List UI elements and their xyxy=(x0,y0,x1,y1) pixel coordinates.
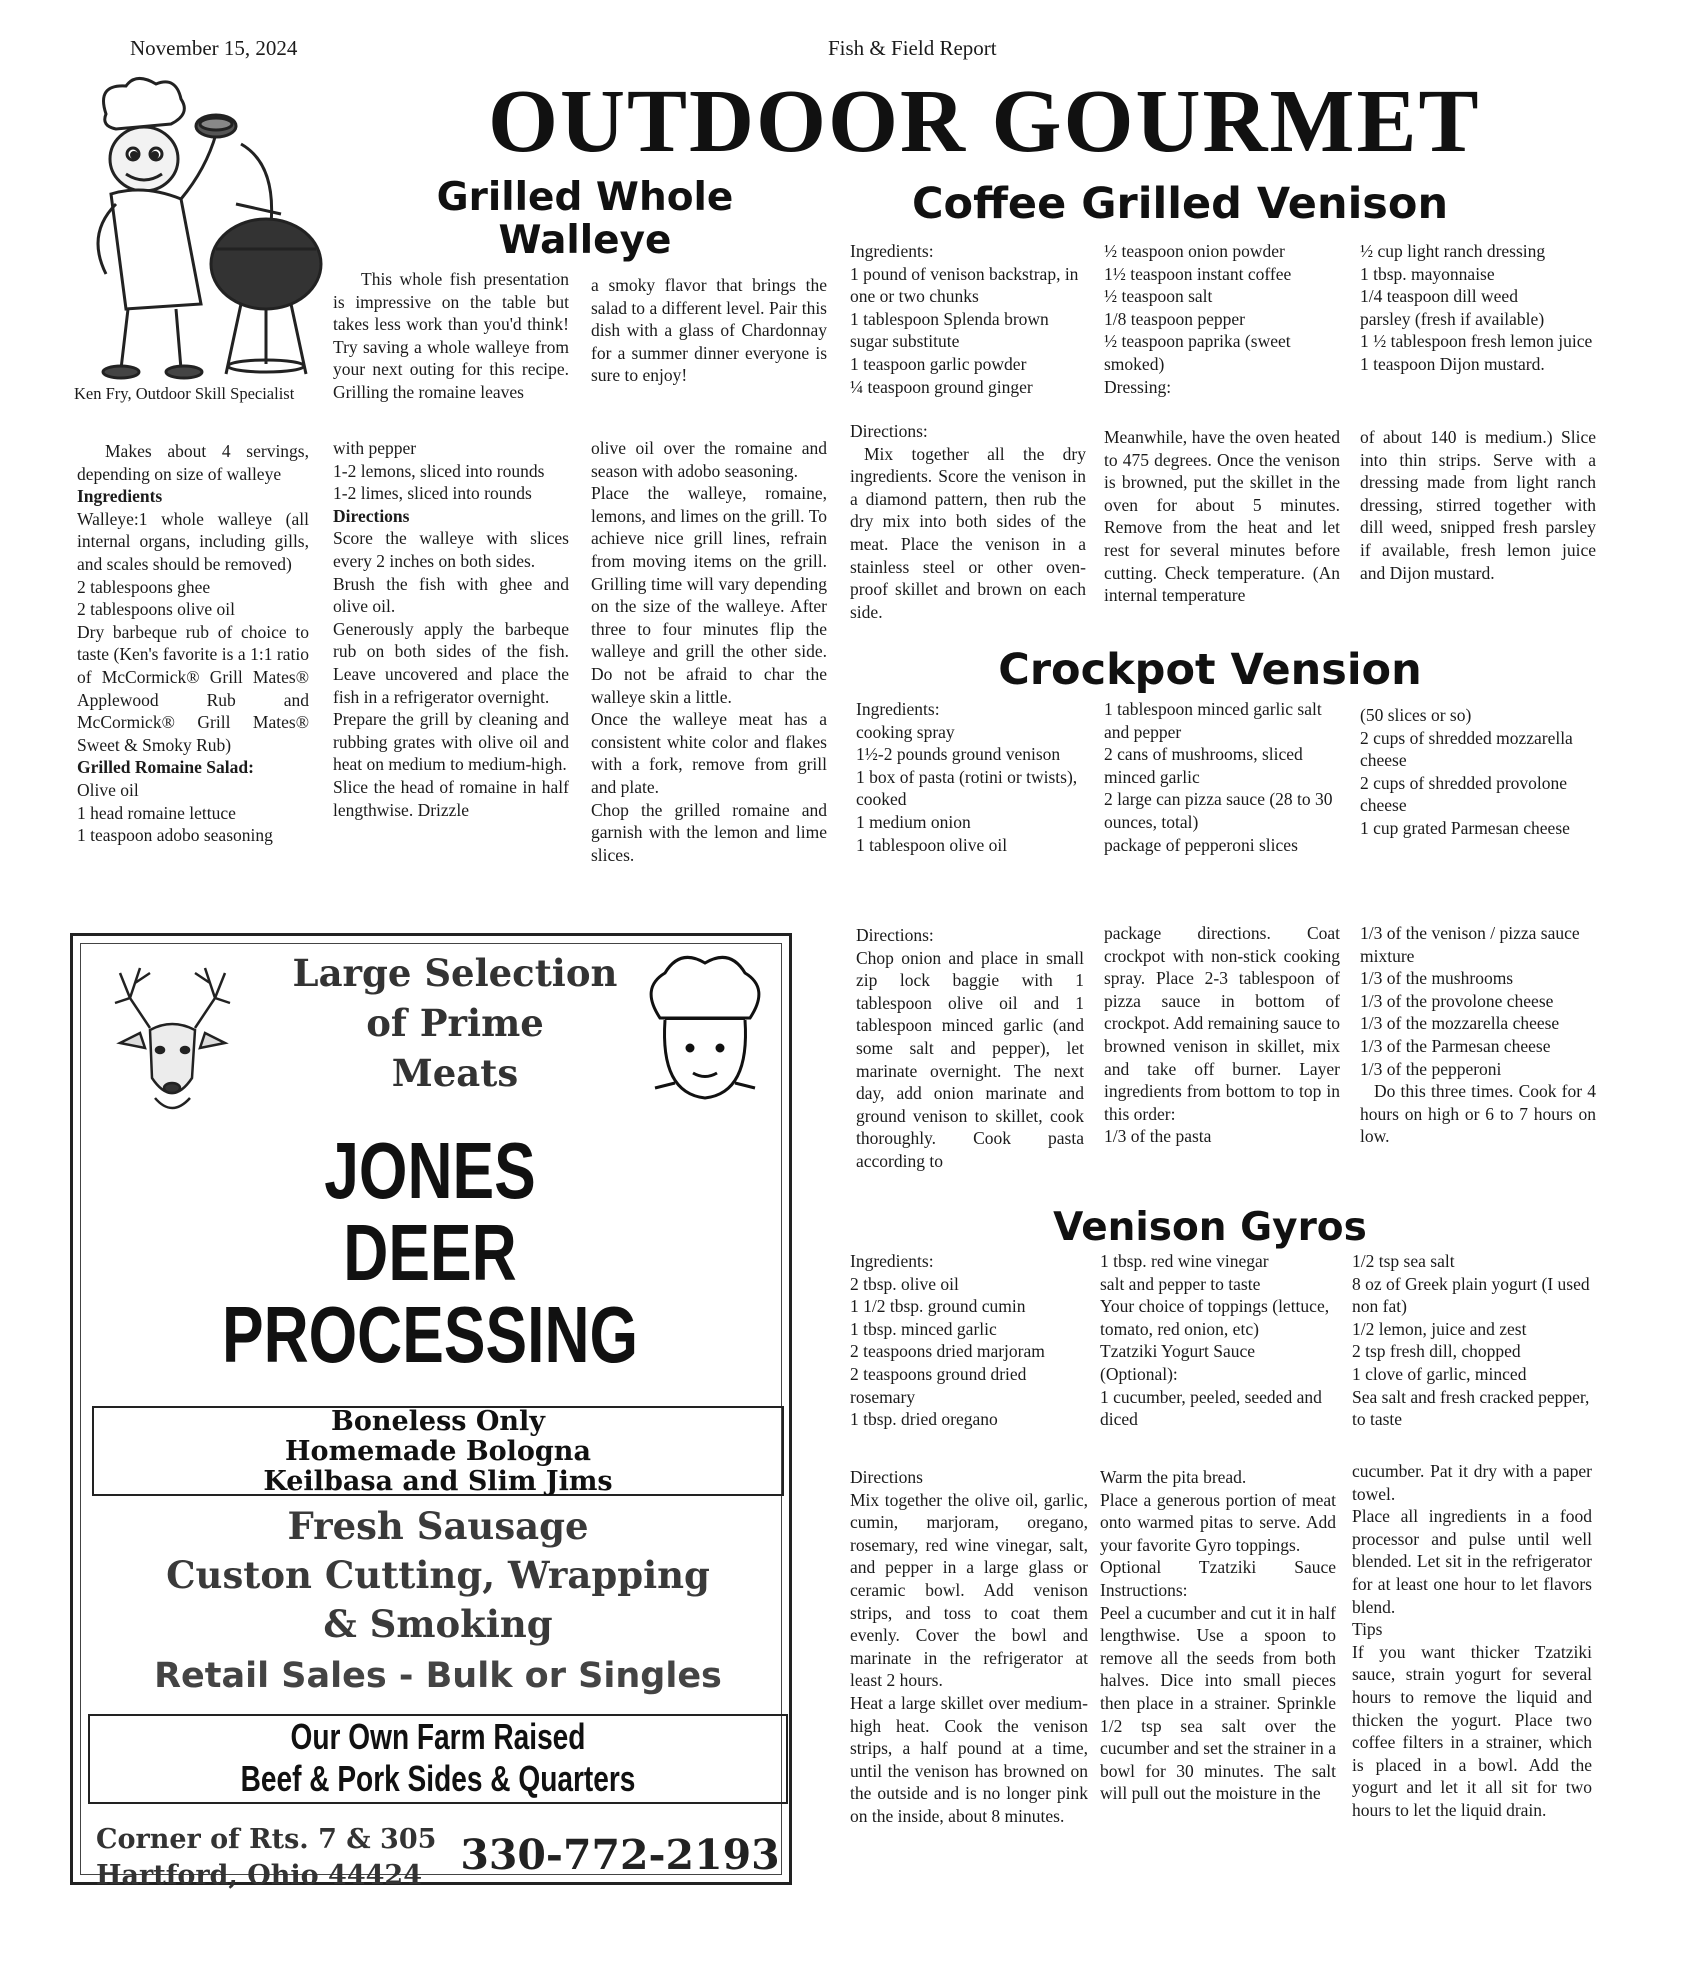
gyros-direction: Warm the pita bread. xyxy=(1100,1467,1247,1487)
walleye-salad-ingredient: 1-2 limes, sliced into rounds xyxy=(333,483,532,504)
coffee-ingredient: 1 pound of venison backstrap, in one or two chunks xyxy=(850,263,1079,307)
ad-business-name-3: PROCESSING xyxy=(221,1290,639,1379)
crockpot-ingredient: 1 tablespoon olive oil xyxy=(856,834,1008,855)
crockpot-layer: 1/3 of the provolone cheese xyxy=(1360,990,1554,1011)
ad-farm-line: Our Own Farm Raised xyxy=(290,1716,586,1757)
ad-services xyxy=(92,1502,784,1649)
gyros-directions-label: Directions xyxy=(850,1467,923,1487)
crockpot-ingredient: minced garlic xyxy=(1104,766,1200,787)
crockpot-column-1 xyxy=(856,698,1084,856)
walleye-ingredient: Walleye:1 whole walleye (all internal organs, including gills, and scales should be removed) xyxy=(77,508,309,574)
walleye-intro-1: This whole fish presentation is impressive on the table but takes less work than you'd think! Try saving a whole walleye from your next outing for this recipe. Grilling the romaine leaves xyxy=(333,269,569,402)
gyros-directions-3 xyxy=(1352,1460,1592,1822)
crockpot-ingredient: 2 large can pizza sauce (28 to 30 ounces, total) xyxy=(1104,789,1333,832)
walleye-column-3 xyxy=(591,437,827,866)
gyros-direction: Mix together the olive oil, garlic, cumin, marjoram, oregano, rosemary, red wine vinegar, salt, and pepper in a large glass or ceramic bowl. Add venison strips, and toss to coat them evenly. Cover the bowl and marinate in the refrigerator at least 2 hours. xyxy=(850,1489,1088,1691)
gyros-direction: Optional Tzatziki Sauce Instructions: xyxy=(1100,1557,1336,1600)
ad-headline-line-2: of Prime xyxy=(366,1001,544,1045)
gyros-ingredient: 1 tbsp. minced garlic xyxy=(850,1318,997,1339)
coffee-dressing-item: ½ cup light ranch dressing xyxy=(1360,241,1546,261)
crockpot-ingredient: 2 cups of shredded mozzarella cheese xyxy=(1360,727,1573,771)
ad-service: & Smoking xyxy=(323,1602,553,1646)
gyros-column-2 xyxy=(1100,1250,1336,1431)
walleye-column-1 xyxy=(77,440,309,847)
ad-phone: 330-772-2193 xyxy=(460,1831,780,1879)
ad-headline-line-1: Large Selection xyxy=(292,951,618,995)
walleye-salad-ingredient: with pepper xyxy=(333,438,417,458)
ad-retail: Retail Sales - Bulk or Singles xyxy=(154,1656,722,1696)
gyros-directions-2 xyxy=(1100,1466,1336,1805)
ad-farm-line: Beef & Pork Sides & Quarters xyxy=(240,1758,636,1799)
gyros-directions-1 xyxy=(850,1466,1088,1828)
walleye-servings: Makes about 4 servings, depending on size of walleye xyxy=(77,441,309,484)
walleye-direction: olive oil over the romaine and season with adobo seasoning. xyxy=(591,438,827,481)
crockpot-ingredient: package of pepperoni slices xyxy=(1104,834,1298,855)
gyros-title: Venison Gyros xyxy=(1053,1205,1367,1250)
publication-name: Fish & Field Report xyxy=(828,36,997,60)
gyros-ingredient: 2 teaspoons ground dried rosemary xyxy=(850,1363,1027,1407)
crockpot-directions-2 xyxy=(1104,922,1340,1148)
gyros-ingredient: 2 teaspoons dried marjoram xyxy=(850,1341,1045,1362)
coffee-ingredient: ½ teaspoon onion powder xyxy=(1104,241,1285,261)
coffee-ingredients-label: Ingredients: xyxy=(850,241,934,261)
walleye-direction: Slice the head of romaine in half lengthwise. Drizzle xyxy=(333,776,569,820)
walleye-salad-ingredient: 1 head romaine lettuce xyxy=(77,802,236,823)
coffee-directions-2: Meanwhile, have the oven heated to 475 degrees. Once the venison is browned, put the skillet in the oven for about 5 minutes. Remove from the heat and let rest for several minutes before cutting. Check temperature. (An internal temperature xyxy=(1104,427,1340,606)
coffee-dressing-label: Dressing: xyxy=(1104,376,1172,397)
walleye-direction: Once the walleye meat has a consistent white color and flakes with a fork, remove from grill and plate. xyxy=(591,709,827,797)
chef-face-icon xyxy=(635,948,775,1118)
ad-farm xyxy=(165,1716,711,1800)
crockpot-directions-1 xyxy=(856,924,1084,1173)
gyros-ingredient: 2 tbsp. olive oil xyxy=(850,1273,959,1294)
coffee-ingredient: 1 teaspoon garlic powder xyxy=(850,353,1027,374)
crockpot-layer: 1/3 of the venison / pizza sauce mixture xyxy=(1360,923,1580,966)
crockpot-ingredient: 2 cans of mushrooms, sliced xyxy=(1104,744,1303,765)
ad-service: Custon Cutting, Wrapping xyxy=(166,1553,710,1597)
masthead-title: OUTDOOR GOURMET xyxy=(488,72,1481,171)
walleye-direction: Generously apply the barbeque rub on both sides of the fish. Leave uncovered and place the fish in a refrigerator overnight. xyxy=(333,618,569,707)
crockpot-directions-3 xyxy=(1360,922,1596,1148)
coffee-dressing-item: 1 teaspoon Dijon mustard. xyxy=(1360,353,1545,374)
gyros-direction: Place all ingredients in a food processor and pulse until well blended. Let sit in the refrigerator for at least one hour to let flavors blend. xyxy=(1352,1506,1592,1617)
crockpot-direction: Chop onion and place in small zip lock baggie with 1 tablespoon olive oil and 1 tablespoon minced garlic (and some salt and pepper), let marinate overnight. The next day, add onion marinate and ground venison to skillet, cook thoroughly. Cook pasta according to xyxy=(856,947,1084,1171)
walleye-ingredient: 2 tablespoons ghee xyxy=(77,576,211,597)
gyros-ingredient: 8 oz of Greek plain yogurt (I used non fat) xyxy=(1352,1273,1590,1317)
crockpot-ingredient: (50 slices or so) xyxy=(1360,705,1472,725)
crockpot-ingredient: 1 medium onion xyxy=(856,811,971,832)
crockpot-layer: 1/3 of the mozzarella cheese xyxy=(1360,1013,1560,1034)
gyros-direction: Peel a cucumber and cut it in half lengthwise. Use a spoon to remove all the seeds from both halves. Dice into small pieces then place in a strainer. Sprinkle 1/2 tsp sea salt over the cucumber and set the strainer in a bowl for 30 minutes. The salt will pull out the moisture in the xyxy=(1100,1602,1336,1804)
coffee-column-3 xyxy=(1360,240,1596,376)
coffee-dressing-item: 1 ½ tablespoon fresh lemon juice xyxy=(1360,331,1593,352)
deer-head-icon xyxy=(100,958,250,1118)
crockpot-column-3 xyxy=(1360,704,1596,840)
gyros-ingredient: salt and pepper to taste xyxy=(1100,1273,1261,1294)
crockpot-ingredient: 1 tablespoon minced garlic salt and pepper xyxy=(1104,699,1322,742)
gyros-ingredient: Your choice of toppings (lettuce, tomato, red onion, etc) xyxy=(1100,1296,1330,1339)
walleye-direction: Brush the fish with ghee and olive oil. xyxy=(333,573,569,617)
crockpot-direction: Do this three times. Cook for 4 hours on high or 6 to 7 hours on low. xyxy=(1360,1081,1596,1147)
crockpot-column-2 xyxy=(1104,698,1340,856)
crockpot-ingredient: 1 cup grated Parmesan cheese xyxy=(1360,817,1570,838)
walleye-title-line-1: Grilled Whole xyxy=(436,175,734,220)
walleye-salad-ingredient: 1 teaspoon adobo seasoning xyxy=(77,825,273,846)
walleye-title-line-2: Walleye xyxy=(498,218,672,263)
coffee-title: Coffee Grilled Venison xyxy=(912,179,1449,229)
masthead xyxy=(488,70,1481,173)
coffee-dressing-item: parsley (fresh if available) xyxy=(1360,308,1545,329)
ad-service: Fresh Sausage xyxy=(287,1504,589,1548)
walleye-direction: Place the walleye, romaine, lemons, and limes on the grill. To achieve nice grill lines, refrain from moving items on the grill. Grilling time will vary depending on the size of the walleye. After three to four minutes flip the walleye and grill the other side. Do not be afraid to char the walleye skin a little. xyxy=(591,483,827,707)
coffee-dressing-item: 1 tbsp. mayonnaise xyxy=(1360,263,1495,284)
gyros-ingredient: 2 tsp fresh dill, chopped xyxy=(1352,1341,1521,1362)
walleye-ingredient: Dry barbeque rub of choice to taste (Ken's favorite is a 1:1 ratio of McCormick® Grill Mates® Applewood Rub and McCormick® Grill Mates® Sweet & Smoky Rub) xyxy=(77,621,309,755)
walleye-salad-label: Grilled Romaine Salad: xyxy=(77,757,254,778)
crockpot-directions-label: Directions: xyxy=(856,925,934,945)
gyros-ingredient: 1 cucumber, peeled, seeded and diced xyxy=(1100,1386,1322,1430)
issue-date: November 15, 2024 xyxy=(130,36,298,60)
ad-address-line-1: Corner of Rts. 7 & 305 xyxy=(96,1824,437,1855)
gyros-direction: cucumber. Pat it dry with a paper towel. xyxy=(1352,1461,1592,1504)
gyros-direction: Heat a large skillet over medium-high heat. Cook the venison strips, a half pound at a time, until the venison has browned on the outside and is no longer pink on the inside, about 8 minutes. xyxy=(850,1692,1088,1826)
crockpot-layer: 1/3 of the mushrooms xyxy=(1360,968,1514,989)
ad-address-line-2: Hartford, Ohio 44424 xyxy=(96,1860,422,1891)
ad-business-name-2: DEER xyxy=(343,1208,517,1297)
coffee-column-2 xyxy=(1104,240,1340,398)
walleye-column-2 xyxy=(333,437,569,821)
walleye-salad-ingredient: 1-2 lemons, sliced into rounds xyxy=(333,460,545,481)
crockpot-ingredient: 1 box of pasta (rotini or twists), cooked xyxy=(856,766,1078,810)
gyros-direction: Place a generous portion of meat onto warmed pitas to serve. Add your favorite Gyro toppings. xyxy=(1100,1489,1336,1555)
ad-product: Boneless Only xyxy=(331,1406,545,1437)
gyros-ingredient: 1/2 lemon, juice and zest xyxy=(1352,1318,1527,1339)
gyros-ingredient: 1 tbsp. dried oregano xyxy=(850,1409,998,1430)
gyros-ingredient: 1 tbsp. red wine vinegar xyxy=(1100,1251,1269,1271)
coffee-ingredient: ½ teaspoon salt xyxy=(1104,286,1213,307)
crockpot-layer: 1/3 of the pepperoni xyxy=(1360,1058,1502,1079)
coffee-direction: Mix together all the dry ingredients. Score the venison in a diamond pattern, then rub the dry mix into both sides of the meat. Place the venison in a stainless steel or other oven-proof skillet and brown on each side. xyxy=(850,443,1086,622)
walleye-direction: Chop the grilled romaine and garnish with the lemon and lime slices. xyxy=(591,799,827,865)
coffee-directions-1 xyxy=(850,420,1086,623)
coffee-ingredient: 1½ teaspoon instant coffee xyxy=(1104,263,1292,284)
crockpot-ingredient: cooking spray xyxy=(856,721,955,742)
crockpot-ingredients-label: Ingredients: xyxy=(856,699,940,719)
ad-product: Homemade Bologna xyxy=(285,1436,591,1467)
author-caption: Ken Fry, Outdoor Skill Specialist xyxy=(74,384,295,403)
walleye-direction: Score the walleye with slices every 2 inches on both sides. xyxy=(333,528,569,571)
crockpot-ingredient: 1½-2 pounds ground venison xyxy=(856,744,1061,765)
gyros-column-3 xyxy=(1352,1250,1592,1431)
coffee-directions-label: Directions: xyxy=(850,421,928,441)
coffee-dressing-item: 1/4 teaspoon dill weed xyxy=(1360,286,1518,307)
gyros-ingredient: Sea salt and fresh cracked pepper, to taste xyxy=(1352,1386,1590,1430)
ad-products xyxy=(92,1407,784,1497)
gyros-ingredient: 1 1/2 tbsp. ground cumin xyxy=(850,1296,1026,1317)
coffee-ingredient: ½ teaspoon paprika (sweet smoked) xyxy=(1104,331,1291,374)
crockpot-layer: 1/3 of the pasta xyxy=(1104,1126,1212,1147)
coffee-ingredient: 1 tablespoon Splenda brown sugar substitute xyxy=(850,308,1049,352)
walleye-direction: Prepare the grill by cleaning and rubbing grates with olive oil and heat on medium to medium-high. xyxy=(333,709,569,775)
crockpot-direction: package directions. Coat crockpot with non-stick cooking spray. Place 2-3 tablespoon of pizza sauce in bottom of crockpot. Add remaining sauce to browned venison in skillet, mix and take off burner. Layer ingredients from bottom to top in this order: xyxy=(1104,923,1340,1124)
gyros-ingredient: 1/2 tsp sea salt xyxy=(1352,1251,1455,1271)
chef-illustration xyxy=(66,74,336,384)
gyros-ingredient: 1 clove of garlic, minced xyxy=(1352,1363,1527,1384)
ad-business-name xyxy=(188,1126,672,1379)
ad-product: Keilbasa and Slim Jims xyxy=(263,1466,613,1497)
ad-business-name-1: JONES xyxy=(324,1126,536,1215)
gyros-column-1 xyxy=(850,1250,1088,1431)
crockpot-layer: 1/3 of the Parmesan cheese xyxy=(1360,1035,1551,1056)
crockpot-title: Crockpot Vension xyxy=(998,645,1422,695)
coffee-ingredient: ¼ teaspoon ground ginger xyxy=(850,376,1033,397)
gyros-sauce-label: Tzatziki Yogurt Sauce (Optional): xyxy=(1100,1341,1256,1384)
coffee-ingredient: 1/8 teaspoon pepper xyxy=(1104,308,1245,329)
walleye-ingredient: 2 tablespoons olive oil xyxy=(77,599,235,620)
crockpot-ingredient: 2 cups of shredded provolone cheese xyxy=(1360,772,1568,816)
ad-address xyxy=(96,1822,456,1894)
gyros-tips-label: Tips xyxy=(1352,1619,1383,1640)
walleye-ingredients-label: Ingredients xyxy=(77,486,163,507)
walleye-title xyxy=(395,176,775,262)
gyros-ingredients-label: Ingredients: xyxy=(850,1251,934,1271)
coffee-directions-3: of about 140 is medium.) Slice into thin strips. Serve with a dressing made from light ranch dressing, stirred together with dill weed, snipped fresh parsley if available, fresh lemon juice and Dijon mustard. xyxy=(1360,427,1596,583)
walleye-directions-label: Directions xyxy=(333,505,410,526)
coffee-column-1 xyxy=(850,240,1088,398)
walleye-salad-ingredient: Olive oil xyxy=(77,779,139,800)
ad-headline xyxy=(270,948,640,1098)
ad-headline-line-3: Meats xyxy=(391,1051,519,1095)
walleye-intro-2: a smoky flavor that brings the salad to a different level. Pair this dish with a glass of Chardonnay for a summer dinner everyone is sure to enjoy! xyxy=(591,275,827,386)
gyros-tip: If you want thicker Tzatziki sauce, strain yogurt for several hours to remove the liquid and thicken the yogurt. Place two coffee filters in a strainer, which is placed in a bowl. Add the yogurt and let it all sit for two hours to let the liquid drain. xyxy=(1352,1641,1592,1820)
